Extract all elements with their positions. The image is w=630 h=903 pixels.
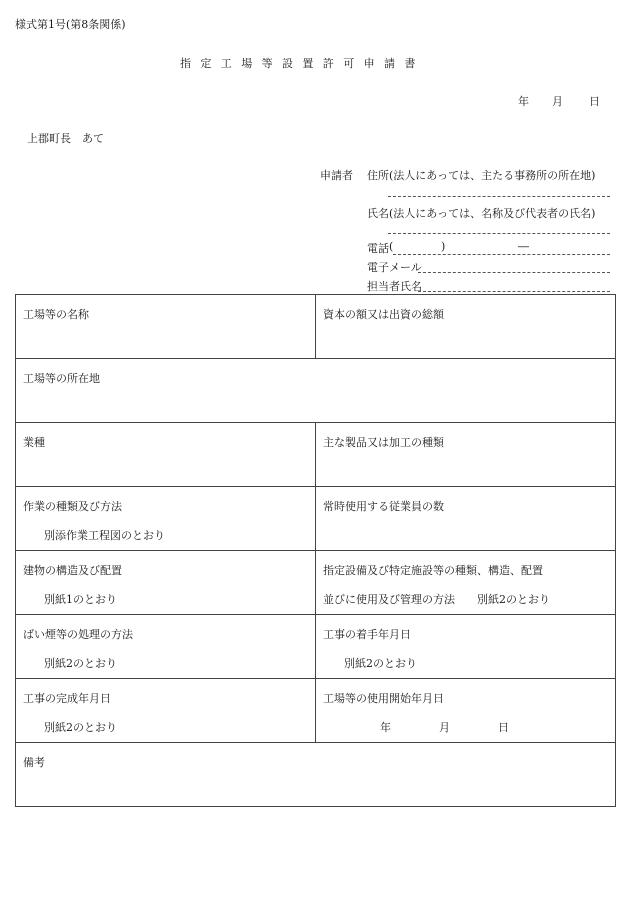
smoke-treatment-value: 別紙2のとおり — [44, 657, 117, 670]
work-method-value: 別添作業工程図のとおり — [44, 529, 165, 542]
table-row — [16, 743, 616, 807]
date-month-label: 月 — [552, 95, 563, 108]
date-year-label: 年 — [518, 95, 529, 108]
industry-label: 業種 — [23, 436, 45, 449]
table-row — [16, 615, 616, 679]
building-value: 別紙1のとおり — [44, 593, 117, 606]
work-method-cell[interactable] — [16, 487, 316, 551]
completion-cell[interactable] — [16, 679, 316, 743]
smoke-treatment-label: ばい煙等の処理の方法 — [23, 628, 133, 641]
employees-label: 常時使用する従業員の数 — [323, 500, 444, 513]
phone-close-paren: ) — [441, 240, 446, 253]
remarks-cell[interactable] — [16, 743, 616, 807]
date-day-label: 日 — [589, 95, 600, 108]
table-row — [16, 423, 616, 487]
facilities-cell[interactable] — [316, 551, 616, 615]
name-line[interactable] — [388, 233, 610, 234]
usage-start-label: 工場等の使用開始年月日 — [323, 692, 444, 705]
usage-start-day: 日 — [498, 721, 509, 734]
construction-start-cell[interactable] — [316, 615, 616, 679]
construction-start-label: 工事の着手年月日 — [323, 628, 411, 641]
location-cell[interactable] — [16, 359, 616, 423]
contact-person-label: 担当者氏名 — [367, 280, 422, 293]
table-row — [16, 679, 616, 743]
completion-label: 工事の完成年月日 — [23, 692, 111, 705]
building-label: 建物の構造及び配置 — [23, 564, 122, 577]
products-cell[interactable] — [316, 423, 616, 487]
products-label: 主な製品又は加工の種類 — [323, 436, 444, 449]
construction-start-value: 別紙2のとおり — [344, 657, 417, 670]
usage-start-year: 年 — [380, 721, 391, 734]
factory-name-label: 工場等の名称 — [23, 308, 89, 321]
applicant-name-label: 氏名(法人にあっては、名称及び代表者の氏名) — [367, 207, 596, 220]
usage-start-month: 月 — [439, 721, 450, 734]
applicant-address-label: 住所(法人にあっては、主たる事務所の所在地) — [367, 169, 596, 182]
work-method-label: 作業の種類及び方法 — [23, 500, 122, 513]
usage-start-cell[interactable] — [316, 679, 616, 743]
applicant-label: 申請者 — [320, 169, 353, 182]
contact-person-line[interactable] — [418, 291, 610, 292]
form-number-label: 様式第1号(第8条関係) — [15, 18, 126, 31]
smoke-treatment-cell[interactable] — [16, 615, 316, 679]
facilities-value: 並びに使用及び管理の方法 別紙2のとおり — [323, 593, 550, 606]
document-title: 指定工場等設置許可申請書 — [180, 57, 425, 70]
location-label: 工場等の所在地 — [23, 372, 100, 385]
factory-name-cell[interactable] — [16, 295, 316, 359]
industry-cell[interactable] — [16, 423, 316, 487]
table-row — [16, 359, 616, 423]
building-cell[interactable] — [16, 551, 316, 615]
table-row — [16, 551, 616, 615]
phone-line[interactable] — [393, 254, 610, 255]
facilities-label: 指定設備及び特定施設等の種類、構造、配置 — [323, 564, 543, 577]
email-line[interactable] — [418, 272, 610, 273]
table-row — [16, 295, 616, 359]
completion-value: 別紙2のとおり — [44, 721, 117, 734]
phone-label: 電話 — [367, 242, 389, 255]
address-line[interactable] — [388, 196, 610, 197]
application-form-table — [15, 294, 616, 807]
phone-open-paren: ( — [389, 240, 394, 253]
phone-separator: ― — [518, 240, 529, 253]
capital-cell[interactable] — [316, 295, 616, 359]
remarks-label: 備考 — [23, 756, 45, 769]
table-row — [16, 487, 616, 551]
email-label: 電子メール — [367, 261, 422, 274]
capital-label: 資本の額又は出資の総額 — [323, 308, 444, 321]
employees-cell[interactable] — [316, 487, 616, 551]
addressee: 上郡町長 あて — [27, 132, 104, 145]
